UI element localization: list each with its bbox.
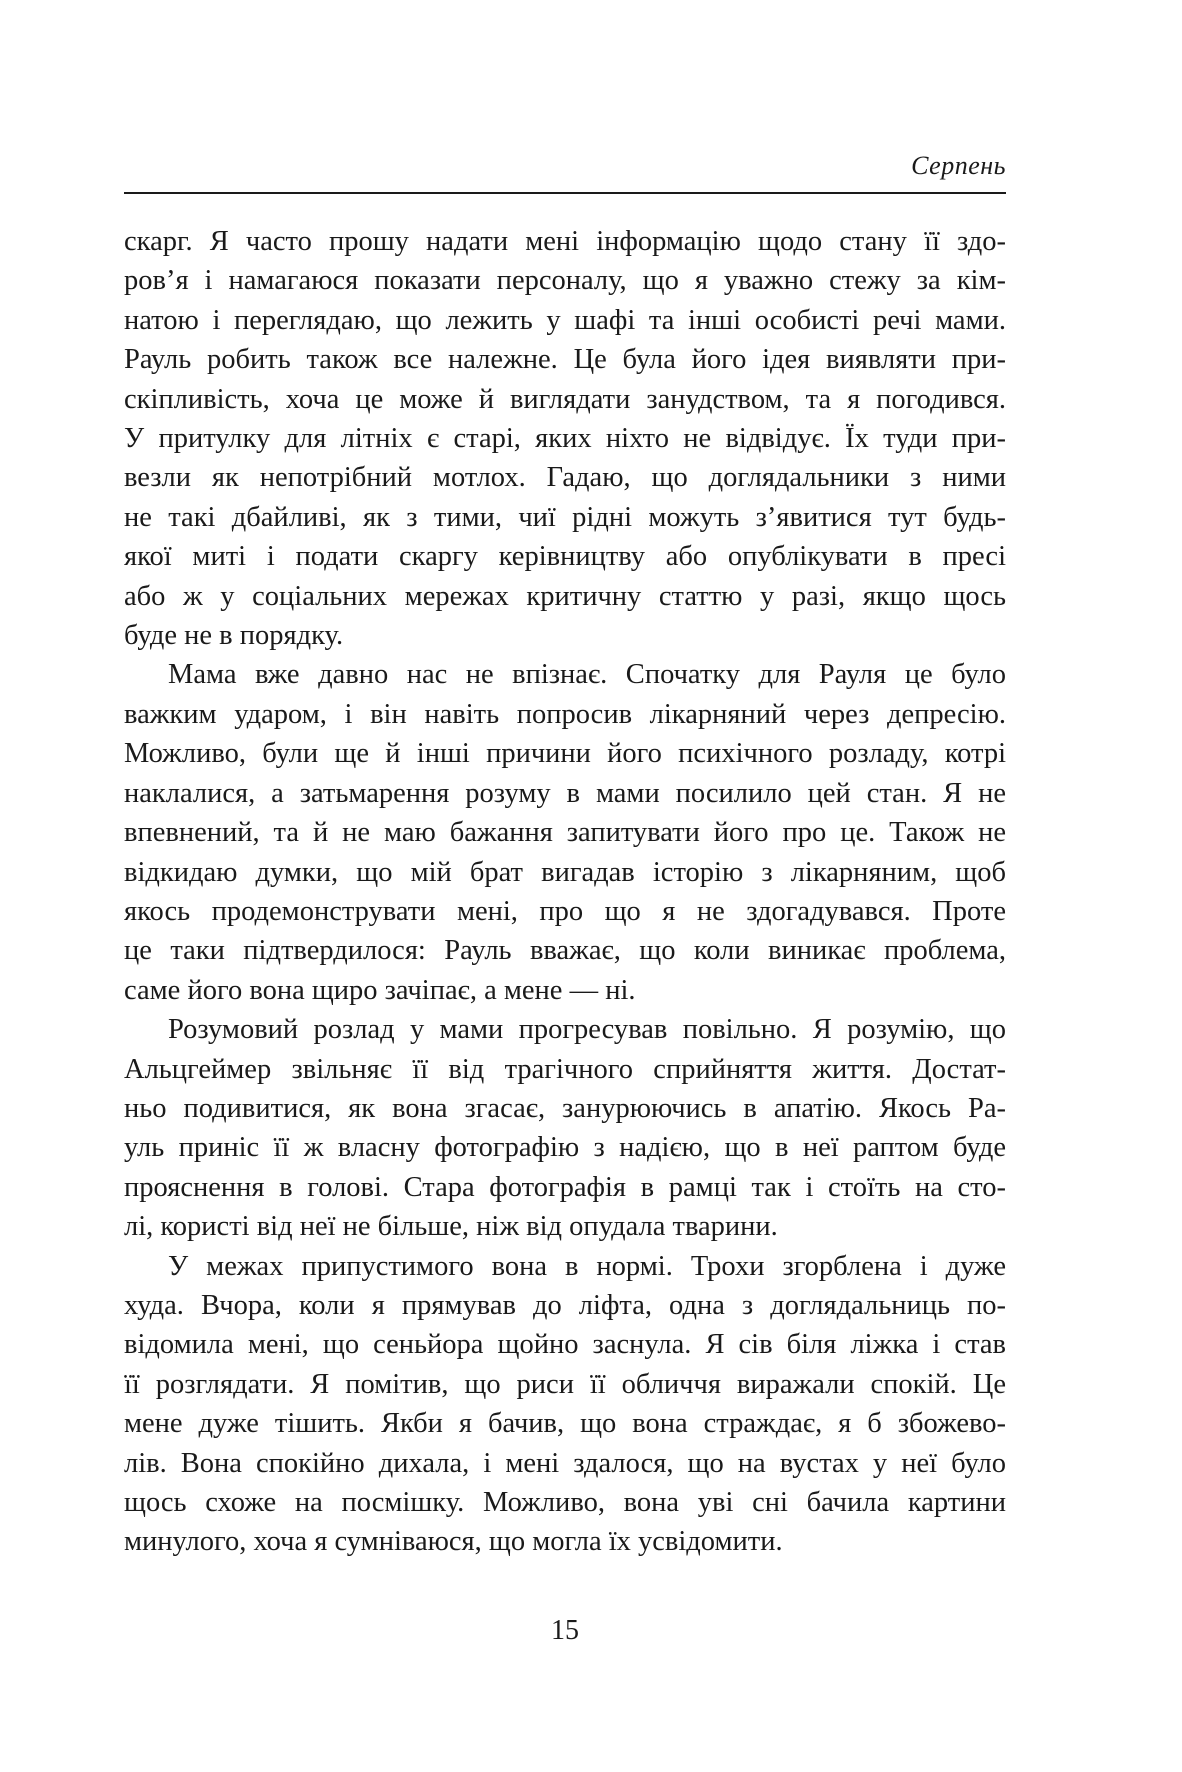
paragraph — [124, 1010, 1006, 1246]
text-line: щось схоже на посмішку. Можливо, вона уві сні бачила картини — [124, 1487, 1006, 1518]
text-line: Рауль робить також все належне. Це була його ідея виявляти при- — [124, 344, 1006, 376]
text-line: натою і переглядаю, що лежить у шафі та інші особисті речі мами. — [124, 304, 1006, 336]
text-line: саме його вона щиро зачіпає, а мене — ні. — [124, 974, 636, 1006]
text-line: відомила мені, що сеньйора щойно заснула. Я сів біля ліжка і став — [124, 1329, 1006, 1361]
text-line: лі, користі від неї не більше, ніж від опудала тварини. — [124, 1211, 778, 1243]
page-number: 15 — [551, 1615, 579, 1646]
text-line: Розумовий розлад у мами прогресував повільно. Я розумію, що — [168, 1014, 1006, 1046]
text-line: скіпливість, хоча це може й виглядати занудством, та я погодився. — [124, 383, 1006, 415]
text-line: минулого, хоча я сумніваюся, що могла їх усвідомити. — [124, 1526, 783, 1558]
text-line: не такі дбайливі, як з тими, чиї рідні можуть з’явитися тут будь- — [124, 501, 1006, 533]
text-line: якої миті і подати скаргу керівництву або опублікувати в пресі — [124, 541, 1006, 573]
text-line: буде не в порядку. — [124, 620, 344, 652]
text-line: худа. Вчора, коли я прямував до ліфта, одна з доглядальниць по- — [124, 1289, 1006, 1321]
text-line: скарг. Я часто прошу надати мені інформацію щодо стану її здо- — [124, 226, 1006, 257]
text-line: везли як непотрібний мотлох. Гадаю, що доглядальники з ними — [124, 462, 1006, 494]
text-line: прояснення в голові. Стара фотографія в рамці так і стоїть на сто- — [124, 1171, 1006, 1203]
text-line: У межах припустимого вона в нормі. Трохи згорблена і дуже — [168, 1250, 1006, 1282]
text-line: або ж у соціальних мережах критичну статтю у разі, якщо щось — [124, 580, 1006, 612]
text-line: її розглядати. Я помітив, що риси її обличчя виражали спокій. Це — [124, 1368, 1006, 1400]
text-line: Можливо, були ще й інші причини його психічного розладу, котрі — [124, 738, 1006, 770]
paragraph — [124, 655, 1006, 1010]
paragraph — [124, 222, 1006, 655]
text-line: мене дуже тішить. Якби я бачив, що вона страждає, я б збожево- — [124, 1408, 1006, 1440]
text-line: відкидаю думки, що мій брат вигадав історію з лікарняним, щоб — [124, 856, 1006, 888]
text-line: якось продемонструвати мені, про що я не здогадувався. Проте — [124, 895, 1006, 927]
text-line: Мама вже давно нас не впізнає. Спочатку для Рауля це було — [168, 659, 1006, 691]
text-line: Альцгеймер звільняє її від трагічного сприйняття життя. Достат- — [124, 1053, 1006, 1085]
text-line: ров’я і намагаюся показати персоналу, що я уважно стежу за кім- — [124, 265, 1006, 297]
text-line: важким ударом, і він навіть попросив лікарняний через депресію. — [124, 698, 1006, 730]
text-line: наклалися, а затьмарення розуму в мами посилило цей стан. Я не — [124, 777, 1006, 809]
text-line: це таки підтвердилося: Рауль вважає, що коли виникає проблема, — [124, 935, 1006, 967]
header-rule — [124, 192, 1006, 194]
text-line: впевнений, та й не маю бажання запитувати його про це. Також не — [124, 817, 1006, 849]
running-head: Серпень — [911, 151, 1006, 180]
paragraph — [124, 1247, 1006, 1562]
body-text — [124, 222, 1006, 1562]
text-line: уль приніс її ж власну фотографію з надією, що в неї раптом буде — [124, 1132, 1006, 1164]
text-line: ньо подивитися, як вона згасає, занурюючись в апатію. Якось Ра- — [124, 1092, 1006, 1124]
text-line: У притулку для літніх є старі, яких ніхто не відвідує. Їх туди при- — [124, 423, 1006, 455]
text-line: лів. Вона спокійно дихала, і мені здалося, що на вустах у неї було — [124, 1447, 1006, 1479]
